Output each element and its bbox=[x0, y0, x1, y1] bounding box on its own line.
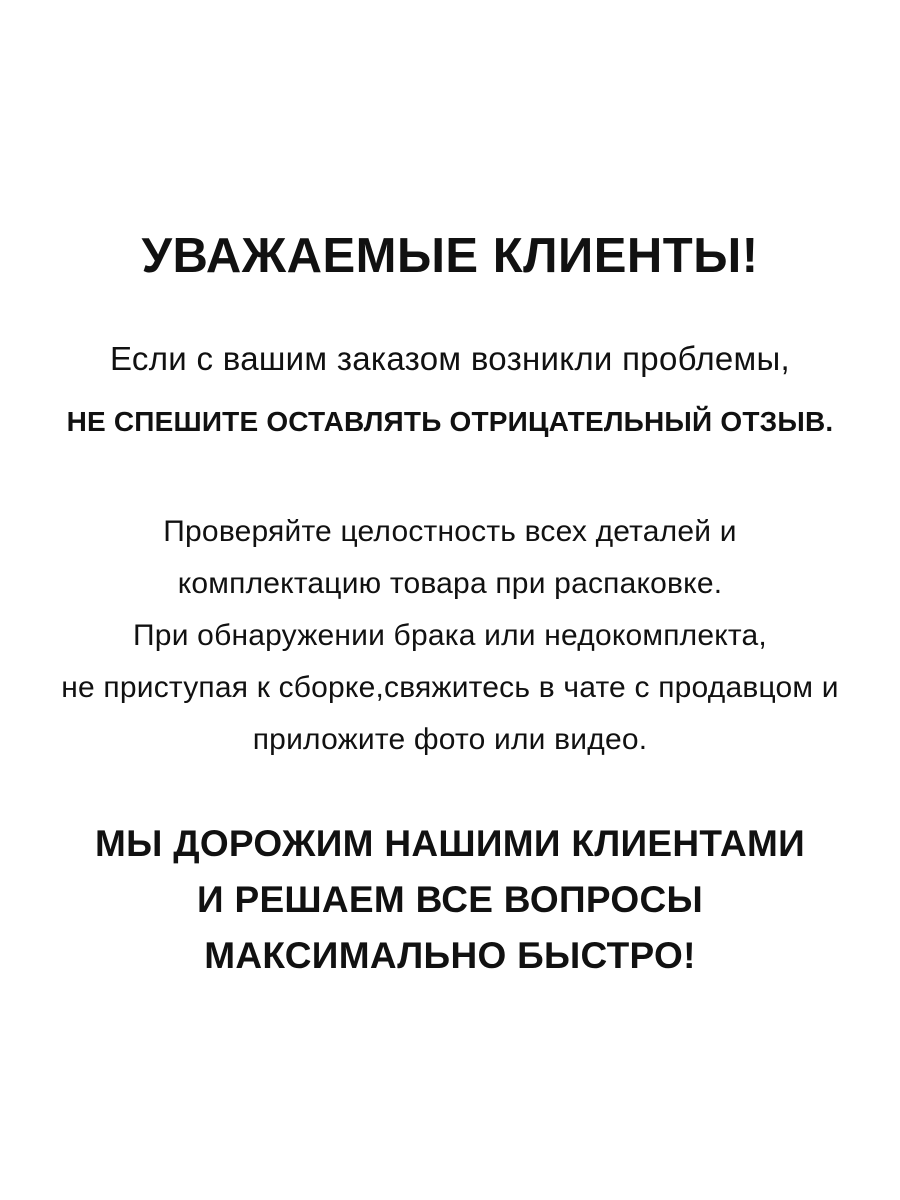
intro-warning-line: НЕ СПЕШИТЕ ОСТАВЛЯТЬ ОТРИЦАТЕЛЬНЫЙ ОТЗЫВ. bbox=[66, 406, 834, 437]
footer-line-2: И РЕШАЕМ ВСЕ ВОПРОСЫ bbox=[197, 879, 703, 920]
instruction-line-4: не приступая к сборке,свяжитесь в чате с продавцом и bbox=[61, 671, 839, 704]
instruction-line-2: комплектацию товара при распаковке. bbox=[177, 567, 723, 600]
notice-title: УВАЖАЕМЫЕ КЛИЕНТЫ! bbox=[141, 229, 759, 283]
instruction-line-3: При обнаружении брака или недокомплекта, bbox=[133, 619, 767, 652]
footer-line-1: МЫ ДОРОЖИМ НАШИМИ КЛИЕНТАМИ bbox=[94, 823, 806, 864]
instruction-line-1: Проверяйте целостность всех деталей и bbox=[163, 515, 737, 548]
instruction-line-5: приложите фото или видео. bbox=[252, 723, 648, 756]
footer-statement bbox=[0, 816, 900, 984]
footer-line-3: МАКСИМАЛЬНО БЫСТРО! bbox=[204, 935, 696, 976]
instructions-paragraph bbox=[0, 506, 900, 766]
intro-problem-line: Если с вашим заказом возникли проблемы, bbox=[109, 340, 790, 377]
